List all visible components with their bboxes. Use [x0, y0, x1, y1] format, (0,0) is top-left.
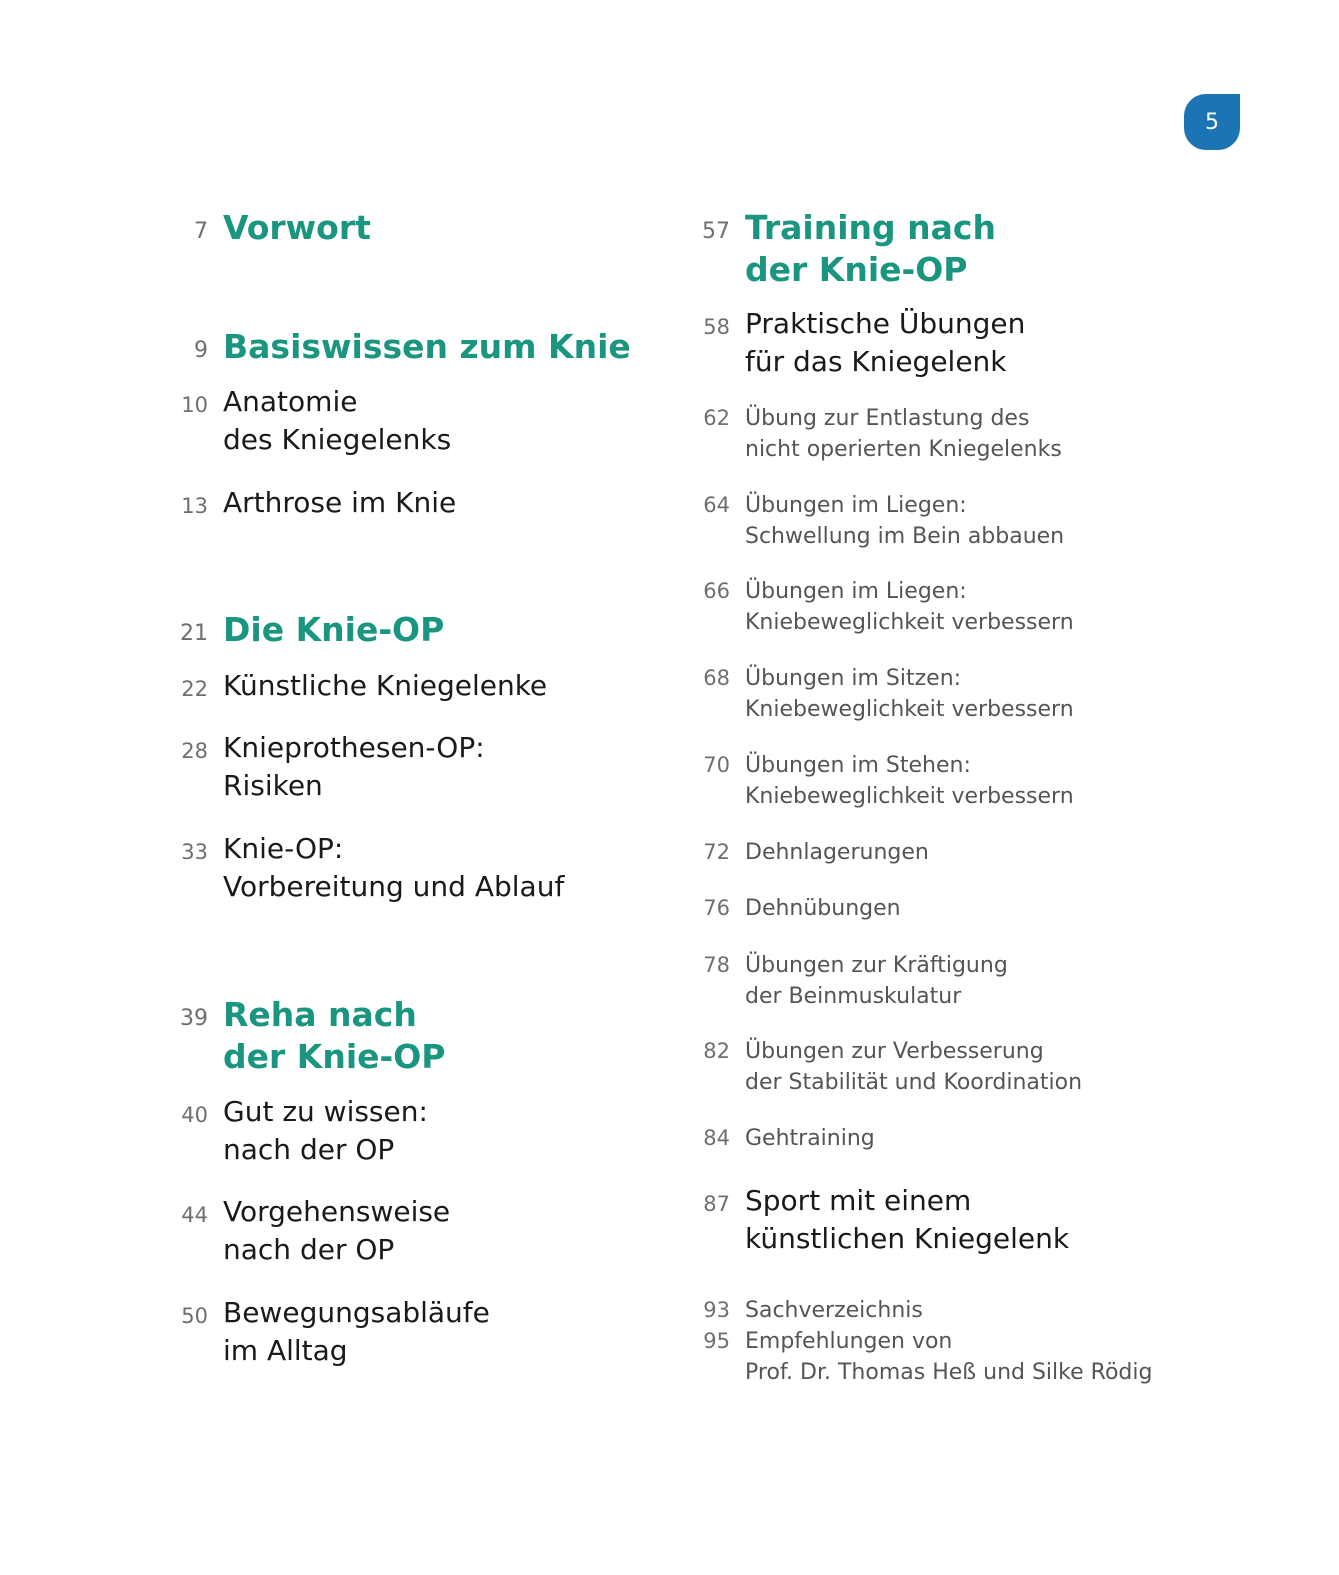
toc-title: Arthrose im Knie	[223, 486, 457, 519]
toc-page-number: 82	[703, 1039, 730, 1063]
toc-page-number: 64	[703, 493, 730, 517]
toc-page-number: 58	[703, 315, 730, 339]
toc-title: Dehnübungen	[745, 896, 901, 921]
toc-page-number: 93	[703, 1298, 730, 1322]
toc-title: Empfehlungen von Prof. Dr. Thomas Heß und Silke Rödig	[745, 1329, 1153, 1385]
toc-page-number: 10	[181, 393, 208, 417]
toc-title: Sachverzeichnis	[745, 1298, 923, 1323]
toc-title: Reha nach der Knie-OP	[223, 995, 446, 1076]
toc-title: Übungen im Liegen: Kniebeweglichkeit verbessern	[745, 579, 1074, 635]
toc-title: Vorgehensweise nach der OP	[223, 1195, 451, 1266]
toc-page-number: 7	[194, 219, 208, 244]
toc-title: Gehtraining	[745, 1126, 875, 1151]
toc-page-number: 13	[181, 494, 208, 518]
toc-title: Knieprothesen-OP: Risiken	[223, 731, 485, 802]
toc-page-number: 76	[703, 896, 730, 920]
toc-title: Bewegungsabläufe im Alltag	[223, 1296, 490, 1367]
toc-page-number: 9	[194, 338, 208, 363]
toc-title: Dehnlagerungen	[745, 840, 929, 865]
toc-page-number: 72	[703, 840, 730, 864]
toc-page-number: 87	[703, 1192, 730, 1216]
toc-page-number: 70	[703, 753, 730, 777]
toc-page-number: 66	[703, 579, 730, 603]
toc-title: Übungen im Stehen: Kniebeweglichkeit verbessern	[745, 753, 1074, 809]
toc-page-number: 22	[181, 677, 208, 701]
toc-title: Anatomie des Kniegelenks	[223, 385, 452, 456]
toc-page-number: 33	[181, 840, 208, 864]
toc-page-number: 84	[703, 1126, 730, 1150]
toc-page-number: 78	[703, 953, 730, 977]
toc-title: Künstliche Kniegelenke	[223, 669, 548, 702]
page-number-badge: 5	[1184, 94, 1240, 150]
toc-title: Übungen im Sitzen: Kniebeweglichkeit verbessern	[745, 666, 1074, 722]
toc-page-number: 62	[703, 406, 730, 430]
toc-title: Basiswissen zum Knie	[223, 327, 631, 366]
toc-page-number: 57	[702, 219, 730, 244]
toc-page-number: 28	[181, 739, 208, 763]
toc-page-number: 39	[180, 1006, 208, 1031]
toc-page-number: 95	[703, 1329, 730, 1353]
toc-title: Praktische Übungen für das Kniegelenk	[745, 307, 1026, 378]
toc-title: Übungen zur Kräftigung der Beinmuskulatur	[745, 953, 1008, 1009]
toc-page-number: 68	[703, 666, 730, 690]
toc-title: Die Knie-OP	[223, 610, 445, 649]
toc-page-number: 44	[181, 1203, 208, 1227]
toc-title: Übung zur Entlastung des nicht operierten Kniegelenks	[745, 406, 1062, 462]
toc-page-number: 50	[181, 1304, 208, 1328]
toc-title: Gut zu wissen: nach der OP	[223, 1095, 428, 1166]
toc-title: Übungen im Liegen: Schwellung im Bein abbauen	[745, 493, 1065, 549]
toc-title: Sport mit einem künstlichen Kniegelenk	[745, 1184, 1070, 1255]
toc-page-number: 40	[181, 1103, 208, 1127]
toc-page-number: 21	[180, 621, 208, 646]
toc-title: Knie-OP: Vorbereitung und Ablauf	[223, 832, 565, 903]
toc-title: Training nach der Knie-OP	[745, 208, 996, 289]
toc-title: Übungen zur Verbesserung der Stabilität und Koordination	[745, 1039, 1083, 1095]
toc-title: Vorwort	[223, 208, 371, 247]
